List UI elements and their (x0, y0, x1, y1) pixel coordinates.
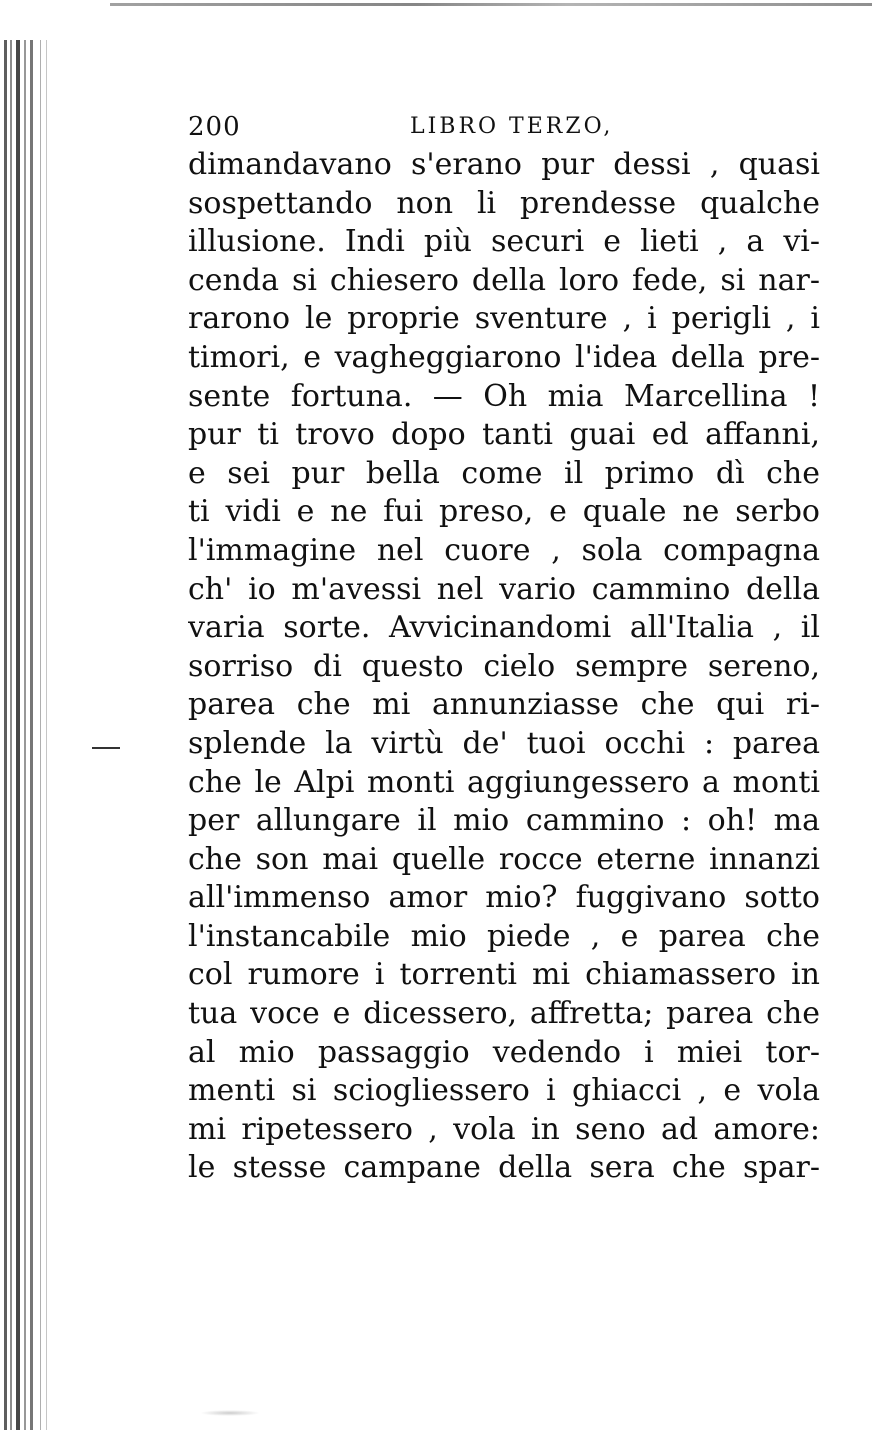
page-gutter-binding (0, 40, 50, 1430)
text-line: sorriso di questo cielo sempre sereno, (188, 648, 820, 684)
text-line: e sei pur bella come il primo dì che (188, 455, 820, 491)
scan-smudge (200, 1410, 260, 1416)
text-line: all'immenso amor mio? fuggivano sotto (188, 880, 820, 916)
text-line: l'immagine nel cuore , sola compagna (188, 532, 820, 568)
text-line: sospettando non li prendesse qualche (188, 185, 820, 221)
text-line: dimandavano s'erano pur dessi , quasi (188, 147, 820, 182)
scan-edge-top (110, 3, 872, 6)
page-header (188, 112, 818, 148)
text-line: tua voce e dicessero, affretta; parea che (188, 996, 820, 1032)
page-number: 200 (188, 112, 241, 142)
text-line: al mio passaggio vedendo i miei tor- (188, 1034, 820, 1070)
text-line: timori, e vagheggiarono l'idea della pre- (188, 339, 820, 375)
text-line: ti vidi e ne fui preso, e quale ne serbo (188, 494, 820, 530)
text-line: che son mai quelle rocce eterne innanzi (188, 841, 820, 877)
text-line: cenda si chiesero della loro fede, si nar- (188, 262, 820, 298)
text-line: splende la virtù de' tuoi occhi : parea (188, 725, 820, 761)
text-line: l'instancabile mio piede , e parea che (188, 918, 820, 954)
text-line: per allungare il mio cammino : oh! ma (188, 803, 820, 839)
running-head: LIBRO TERZO, (410, 114, 614, 139)
margin-mark (92, 747, 120, 749)
text-line: che le Alpi monti aggiungessero a monti (188, 764, 820, 800)
text-line: mi ripetessero , vola in seno ad amore: (188, 1111, 820, 1147)
text-line: rarono le proprie sventure , i perigli , i (188, 301, 820, 337)
text-line: le stesse campane della sera che spar- (188, 1150, 820, 1186)
text-line: illusione. Indi più securi e lieti , a vi- (188, 224, 820, 260)
body-text (188, 146, 820, 1188)
text-line: col rumore i torrenti mi chiamassero in (188, 957, 820, 993)
text-line: ch' io m'avessi nel vario cammino della (188, 571, 820, 607)
text-line: pur ti trovo dopo tanti guai ed affanni, (188, 417, 820, 453)
text-line: parea che mi annunziasse che qui ri- (188, 687, 820, 723)
text-line: sente fortuna. — Oh mia Marcellina ! (188, 378, 820, 414)
text-line: varia sorte. Avvicinandomi all'Italia , il (188, 610, 820, 646)
text-line: menti si sciogliessero i ghiacci , e vola (188, 1073, 820, 1109)
